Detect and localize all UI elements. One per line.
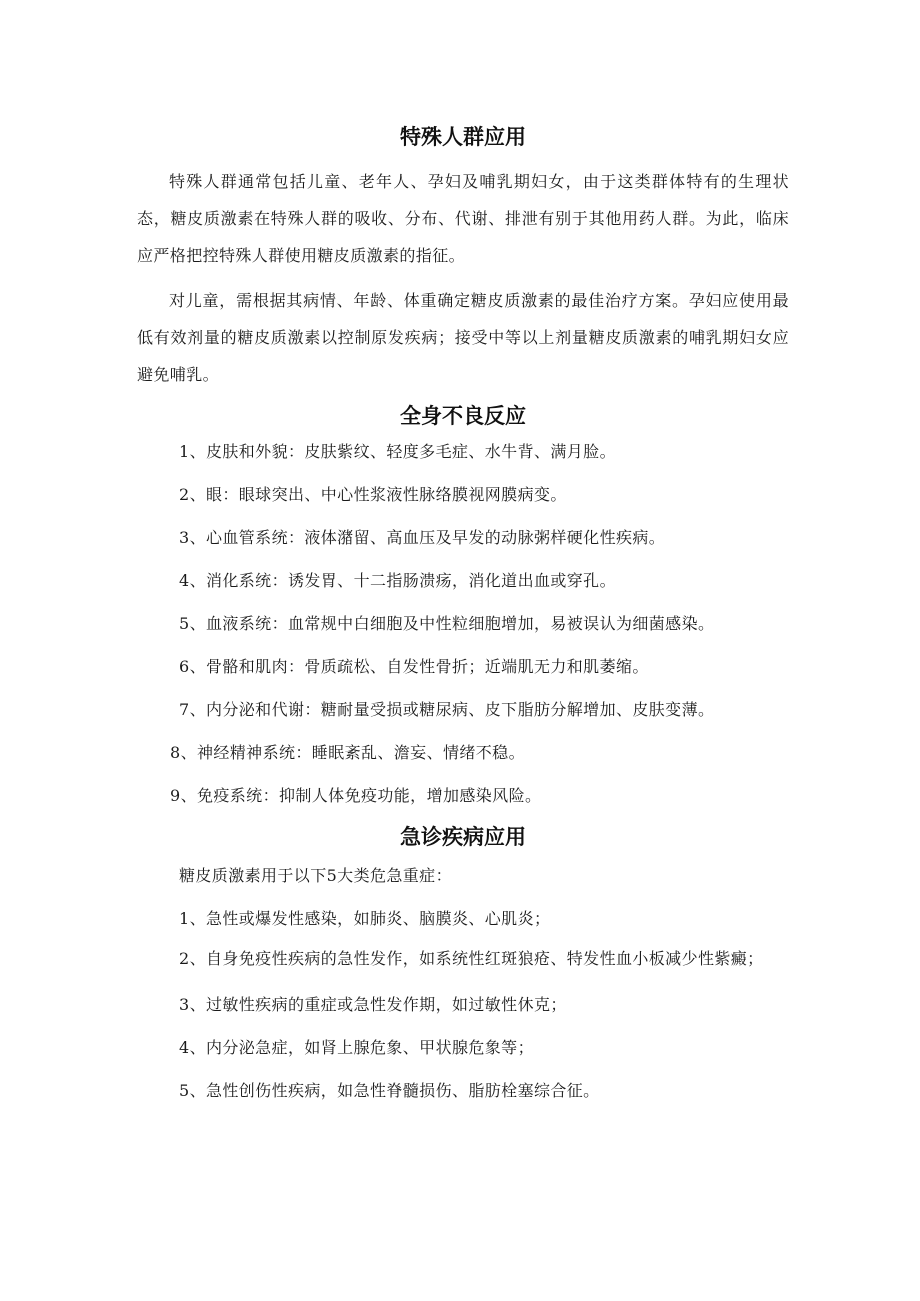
- emergency-intro: 糖皮质激素用于以下5大类危急重症：: [179, 866, 452, 885]
- list-item: 3、心血管系统：液体潴留、高血压及早发的动脉粥样硬化性疾病。: [179, 528, 666, 547]
- paragraph-special-populations-intro: 特殊人群通常包括儿童、老年人、孕妇及哺乳期妇女，由于这类群体特有的生理状态，糖皮质激素在特殊人群的吸收、分布、代谢、排泄有别于其他用药人群。为此，临床应严格把控特殊人群使用糖皮质激素的指征。: [137, 172, 789, 265]
- list-item: 4、消化系统：诱发胃、十二指肠溃疡，消化道出血或穿孔。: [179, 571, 616, 590]
- list-item: 9、免疫系统：抑制人体免疫功能，增加感染风险。: [170, 786, 542, 805]
- section-title-emergency-use: 急诊疾病应用: [400, 825, 526, 849]
- list-item: 1、皮肤和外貌：皮肤紫纹、轻度多毛症、水牛背、满月脸。: [179, 442, 616, 461]
- paragraph-special-populations-guidance: 对儿童，需根据其病情、年龄、体重确定糖皮质激素的最佳治疗方案。孕妇应使用最低有效剂量的糖皮质激素以控制原发疾病；接受中等以上剂量糖皮质激素的哺乳期妇女应避免哺乳。: [137, 291, 789, 384]
- list-item: 5、急性创伤性疾病，如急性脊髓损伤、脂肪栓塞综合征。: [179, 1081, 600, 1100]
- list-item: 6、骨骼和肌肉：骨质疏松、自发性骨折；近端肌无力和肌萎缩。: [179, 657, 649, 676]
- list-item: 4、内分泌急症，如肾上腺危象、甲状腺危象等；: [179, 1038, 534, 1057]
- list-item-text: 2、自身免疫性疾病的急性发作，如系统性红斑狼疮、特发性血小板减少性紫癜；: [179, 949, 764, 968]
- adverse-reactions-list: [137, 442, 789, 806]
- list-item: 3、过敏性疾病的重症或急性发作期，如过敏性休克；: [179, 995, 567, 1014]
- list-item: [137, 946, 789, 972]
- section-title-adverse-reactions: 全身不良反应: [400, 404, 526, 428]
- list-item: 7、内分泌和代谢：糖耐量受损或糖尿病、皮下脂肪分解增加、皮肤变薄。: [179, 700, 715, 719]
- list-item: 2、眼：眼球突出、中心性浆液性脉络膜视网膜病变。: [179, 485, 567, 504]
- list-item: 5、血液系统：血常规中白细胞及中性粒细胞增加，易被误认为细菌感染。: [179, 614, 715, 633]
- list-item: 1、急性或爆发性感染，如肺炎、脑膜炎、心肌炎；: [179, 909, 551, 928]
- list-item: 8、神经精神系统：睡眠紊乱、澹妄、情绪不稳。: [170, 743, 525, 762]
- section-title-special-populations: 特殊人群应用: [400, 125, 526, 149]
- emergency-use-list: [137, 866, 789, 1101]
- document-page: [137, 118, 789, 1101]
